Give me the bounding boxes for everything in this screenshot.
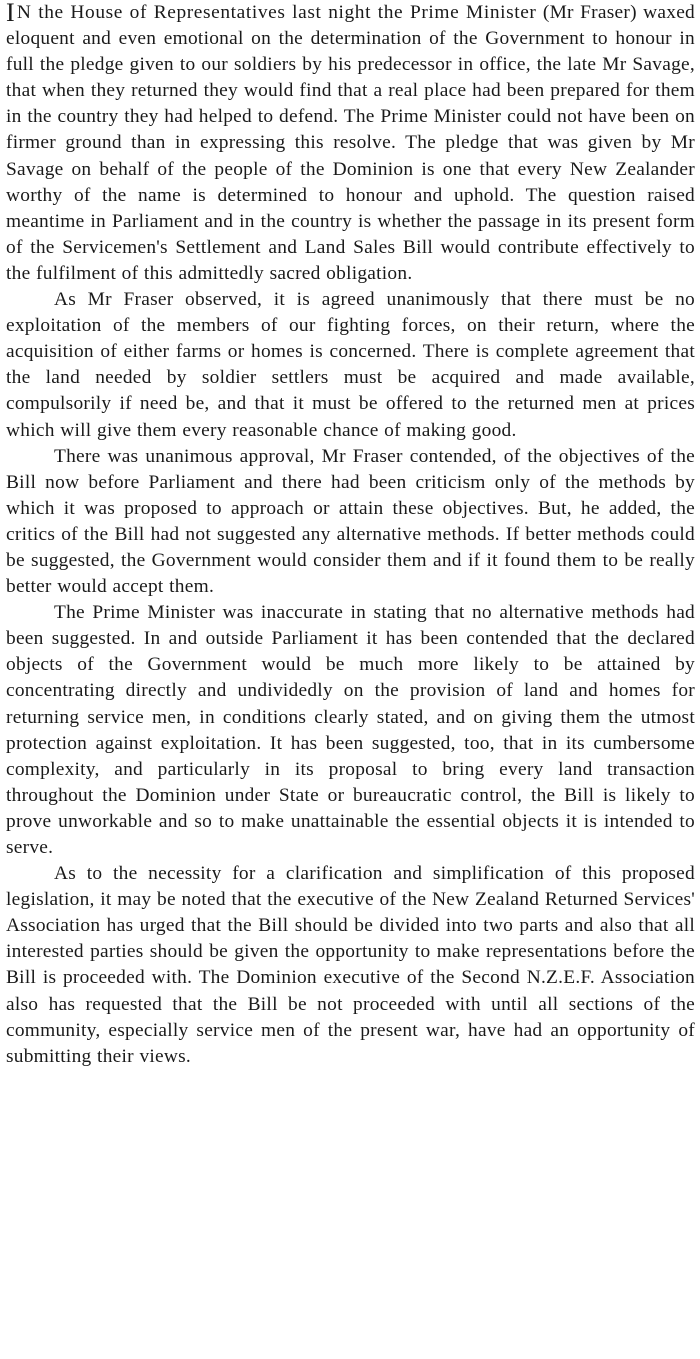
article-paragraph-4: The Prime Minister was inaccurate in stating that no alternative methods had been suggested. In and outside Parliament it has been contended that the declared objects of the Government would be much more likely to be attained by concentrating directly and undividedly on the provision of land and homes for returning service men, in conditions clearly stated, and on giving them the utmost protection against exploitation. It has been suggested, too, that in its cumbersome complexity, and particularly in its proposal to bring every land transaction throughout the Dominion under State or bureaucratic control, the Bill is likely to prove unworkable and so to make unattainable the essential objects it is intended to serve. bbox=[6, 602, 695, 858]
article-paragraph-2: As Mr Fraser observed, it is agreed unanimously that there must be no exploitation of the members of our fighting forces, on their return, where the acquisition of either farms or homes is concerned. There is complete agreement that the land needed by soldier settlers must be acquired and made available, compulsorily if need be, and that it must be offered to the returned men at prices which will give them every reasonable chance of making good. bbox=[6, 289, 695, 441]
article-paragraph-5: As to the necessity for a clarification and simplification of this proposed legislation, it may be noted that the executive of the New Zealand Returned Services' Association has urged that the Bill should be divided into two parts and also that all interested parties should be given the opportunity to make representations before the Bill is proceeded with. The Dominion executive of the Second N.Z.E.F. Association also has requested that the Bill be not proceeded with until all sections of the community, especially service men of the present war, have had an opportunity of submitting their views. bbox=[6, 863, 695, 1067]
paragraph-lead: N the House of Representatives last night the Prime Minister bbox=[16, 2, 537, 23]
newspaper-article bbox=[6, 0, 695, 1070]
drop-cap: I bbox=[6, 0, 15, 27]
article-paragraph-1 bbox=[6, 0, 695, 287]
article-paragraph-3: There was unanimous approval, Mr Fraser contended, of the objectives of the Bill now before Parliament and there had been criticism only of the methods by which it was proposed to approach or attain these objectives. But, he added, the critics of the Bill had not suggested any alternative methods. If better methods could be suggested, the Government would consider them and if it found them to be really better would accept them. bbox=[6, 445, 695, 598]
paragraph-text: (Mr Fraser) waxed eloquent and even emotional on the determination of the Government to honour in full the pledge given to our soldiers by his predecessor in office, the late Mr Savage, that when they returned they would find that a real place had been prepared for them in the country they had helped to defend. The Prime Minister could not have been on firmer ground than in expressing this resolve. The pledge that was given by Mr Savage on behalf of the people of the Dominion is one that every New Zealander worthy of the name is determined to honour and uphold. The question raised meantime in Parliament and in the country is whether the passage in its present form of the Servicemen's Settlement and Land Sales Bill would contribute effectively to the fulfilment of this admittedly sacred obligation. bbox=[6, 2, 695, 284]
